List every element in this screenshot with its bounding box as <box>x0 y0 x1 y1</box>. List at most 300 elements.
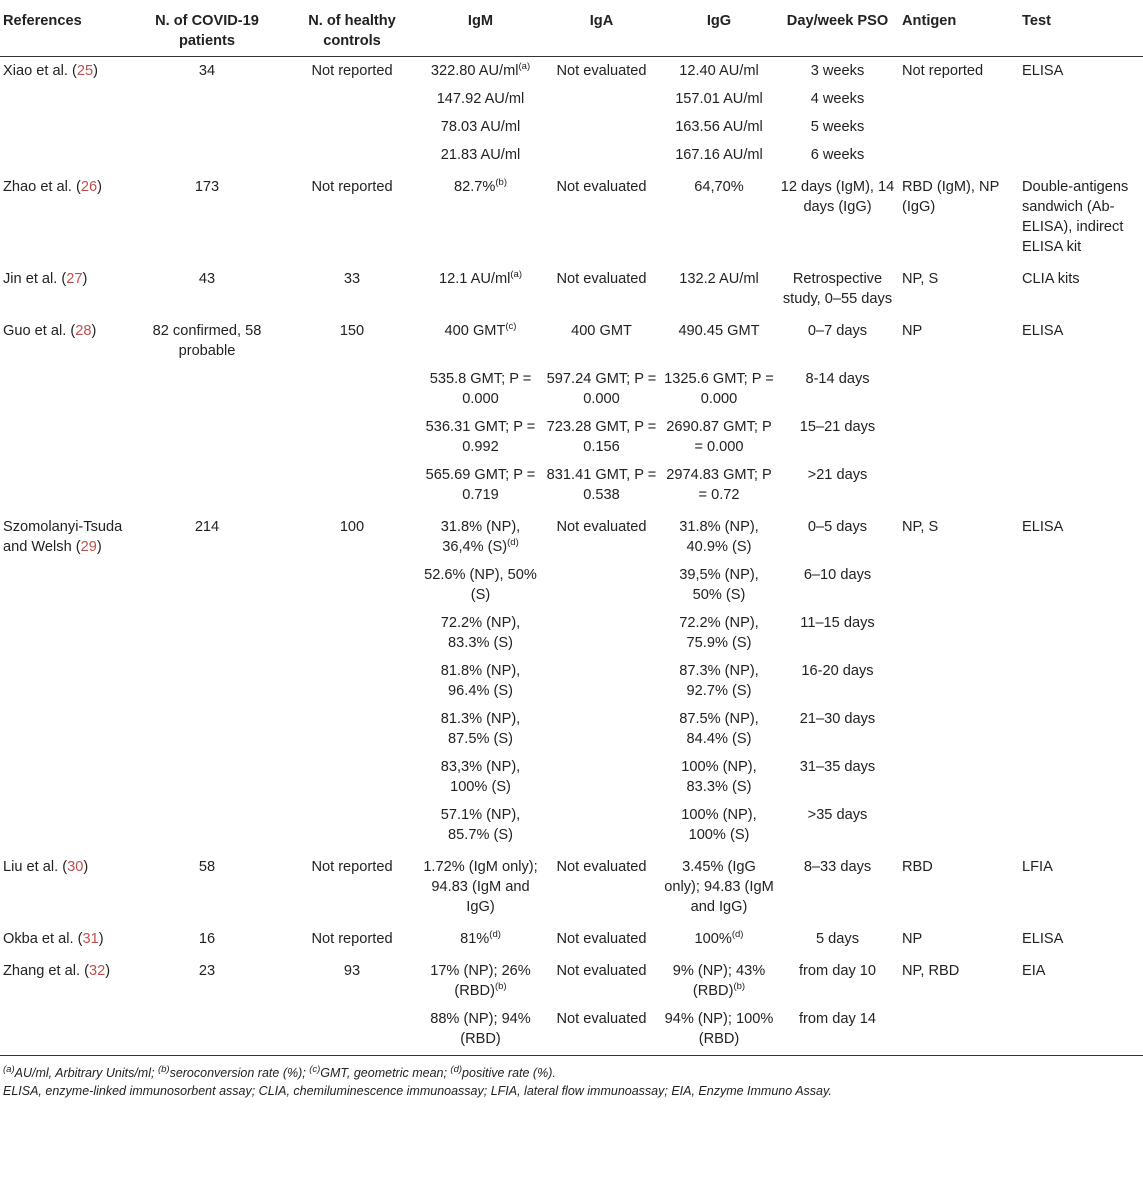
pso-value: 4 weeks <box>810 91 865 107</box>
cell-pso <box>776 141 899 169</box>
cell-test <box>1019 141 1143 169</box>
antigen-value: NP <box>902 931 923 947</box>
cell-igm <box>420 849 541 921</box>
cell-igm <box>420 705 541 753</box>
cell-iga <box>541 753 662 801</box>
cell-test <box>1019 169 1143 261</box>
cell-patients <box>130 953 284 1005</box>
igg-value: 2690.87 GMT; P = 0.000 <box>666 419 772 455</box>
igg-footnote-marker: (d) <box>731 929 744 941</box>
igm-value: 322.80 AU/ml <box>430 63 519 79</box>
cell-pso <box>776 313 899 365</box>
cell-iga <box>541 141 662 169</box>
iga-value: Not evaluated <box>556 1011 647 1027</box>
cell-reference <box>0 413 130 461</box>
patients-value: 23 <box>198 963 216 979</box>
cell-igg <box>662 509 776 561</box>
pso-value: 0–7 days <box>807 323 868 339</box>
cell-patients <box>130 705 284 753</box>
cell-reference <box>0 461 130 509</box>
igm-value: 17% (NP); 26% (RBD) <box>430 963 531 999</box>
igg-value: 490.45 GMT <box>678 323 760 339</box>
cell-pso <box>776 849 899 921</box>
antigen-value: NP, S <box>902 271 939 287</box>
table-row <box>0 657 1143 705</box>
cell-patients <box>130 657 284 705</box>
cell-test <box>1019 365 1143 413</box>
table-body <box>0 57 1143 1056</box>
cell-patients <box>130 261 284 313</box>
cell-antigen <box>899 141 1019 169</box>
cell-igm <box>420 85 541 113</box>
cell-test <box>1019 509 1143 561</box>
igm-value: 78.03 AU/ml <box>440 119 521 135</box>
pso-value: from day 14 <box>798 1011 877 1027</box>
igg-value: 167.16 AU/ml <box>675 147 763 163</box>
igm-value: 21.83 AU/ml <box>440 147 521 163</box>
footnote-b-text: seroconversion rate (%); <box>169 1066 310 1080</box>
cell-patients <box>130 609 284 657</box>
igg-value: 94% (NP); 100% (RBD) <box>664 1011 774 1047</box>
reference-close: ) <box>97 179 102 195</box>
reference-author: Liu et al. ( <box>3 859 68 875</box>
cell-igg <box>662 169 776 261</box>
footnote-d-text: positive rate (%). <box>462 1066 556 1080</box>
table-row <box>0 509 1143 561</box>
reference-number-link[interactable]: 27 <box>66 271 83 287</box>
cell-test <box>1019 705 1143 753</box>
cell-test <box>1019 113 1143 141</box>
cell-igg <box>662 953 776 1005</box>
cell-controls <box>284 85 420 113</box>
cell-controls <box>284 921 420 953</box>
table-row <box>0 461 1143 509</box>
iga-value: Not evaluated <box>556 859 647 875</box>
cell-iga <box>541 169 662 261</box>
cell-reference <box>0 113 130 141</box>
cell-igm <box>420 1005 541 1056</box>
cell-igm <box>420 261 541 313</box>
igm-value: 52.6% (NP), 50% (S) <box>424 567 537 603</box>
cell-controls <box>284 141 420 169</box>
igm-value: 83,3% (NP), 100% (S) <box>440 759 521 795</box>
reference-number-link[interactable]: 30 <box>67 859 84 875</box>
footnote-b-marker: (b) <box>157 1063 170 1075</box>
footnote-abbreviations <box>3 1064 1140 1082</box>
pso-value: 11–15 days <box>800 615 875 631</box>
cell-controls <box>284 801 420 849</box>
cell-igg <box>662 561 776 609</box>
igg-value: 3.45% (IgG only); 94.83 (IgM and IgG) <box>664 859 774 915</box>
cell-pso <box>776 57 899 86</box>
cell-reference <box>0 261 130 313</box>
cell-antigen <box>899 57 1019 86</box>
cell-antigen <box>899 509 1019 561</box>
patients-value: 58 <box>198 859 216 875</box>
igg-value: 39,5% (NP), 50% (S) <box>679 567 759 603</box>
cell-igg <box>662 849 776 921</box>
controls-value: 33 <box>343 271 361 287</box>
reference-author: Zhao et al. ( <box>3 179 81 195</box>
pso-value: 8–33 days <box>803 859 872 875</box>
igm-value: 147.92 AU/ml <box>436 91 525 107</box>
patients-value: 43 <box>198 271 216 287</box>
reference-number-link[interactable]: 25 <box>76 63 94 79</box>
cell-antigen <box>899 85 1019 113</box>
cell-igg <box>662 657 776 705</box>
table-row <box>0 609 1143 657</box>
cell-antigen <box>899 921 1019 953</box>
cell-igm <box>420 141 541 169</box>
cell-controls <box>284 509 420 561</box>
table-row <box>0 85 1143 113</box>
iga-value: 723.28 GMT, P = 0.156 <box>546 419 657 455</box>
cell-igm <box>420 921 541 953</box>
test-value: ELISA <box>1022 519 1064 535</box>
antigen-value: NP <box>902 323 923 339</box>
cell-reference <box>0 801 130 849</box>
igg-value: 64,70% <box>694 179 744 195</box>
pso-value: 15–21 days <box>799 419 876 435</box>
iga-value: Not evaluated <box>556 519 647 535</box>
cell-test <box>1019 313 1143 365</box>
table-row <box>0 313 1143 365</box>
pso-value: 0–5 days <box>807 519 868 535</box>
reference-close: ) <box>82 271 88 287</box>
cell-controls <box>284 261 420 313</box>
cell-reference <box>0 141 130 169</box>
reference-number-link[interactable]: 31 <box>82 931 99 947</box>
igm-value: 82.7% <box>453 179 496 195</box>
cell-reference <box>0 313 130 365</box>
igm-value: 72.2% (NP), 83.3% (S) <box>440 615 521 651</box>
igm-footnote-marker: (a) <box>518 61 531 73</box>
cell-iga <box>541 1005 662 1056</box>
igg-value: 9% (NP); 43% (RBD) <box>672 963 766 999</box>
igg-value: 87.5% (NP), 84.4% (S) <box>679 711 759 747</box>
controls-value: Not reported <box>311 63 393 79</box>
cell-patients <box>130 461 284 509</box>
cell-igg <box>662 609 776 657</box>
cell-antigen <box>899 561 1019 609</box>
cell-reference <box>0 85 130 113</box>
test-value: Double-antigens sandwich (Ab-ELISA), indirect ELISA kit <box>1022 179 1129 255</box>
cell-test <box>1019 261 1143 313</box>
igg-value: 132.2 AU/ml <box>679 271 759 287</box>
cell-pso <box>776 461 899 509</box>
igg-value: 2974.83 GMT; P = 0.72 <box>666 467 772 503</box>
cell-test <box>1019 85 1143 113</box>
footnote-c-text: GMT, geometric mean; <box>320 1066 451 1080</box>
patients-value: 34 <box>198 63 216 79</box>
cell-reference <box>0 561 130 609</box>
cell-igg <box>662 801 776 849</box>
cell-patients <box>130 561 284 609</box>
igm-value: 565.69 GMT; P = 0.719 <box>425 467 536 503</box>
controls-value: 150 <box>339 323 365 339</box>
cell-igg <box>662 413 776 461</box>
cell-test <box>1019 953 1143 1005</box>
cell-controls <box>284 113 420 141</box>
table-row <box>0 413 1143 461</box>
cell-patients <box>130 509 284 561</box>
cell-reference <box>0 169 130 261</box>
header-patients: N. of COVID-19 patients <box>155 13 259 49</box>
cell-antigen <box>899 461 1019 509</box>
pso-value: 3 weeks <box>810 63 865 79</box>
reference-number-link[interactable]: 32 <box>89 963 106 979</box>
cell-patients <box>130 57 284 86</box>
cell-iga <box>541 261 662 313</box>
igm-value: 88% (NP); 94% (RBD) <box>430 1011 531 1047</box>
cell-test <box>1019 801 1143 849</box>
cell-igg <box>662 461 776 509</box>
cell-controls <box>284 657 420 705</box>
antigen-value: RBD (IgM), NP (IgG) <box>902 179 1000 215</box>
controls-value: Not reported <box>311 179 393 195</box>
igm-footnote-marker: (b) <box>495 177 507 189</box>
cell-pso <box>776 365 899 413</box>
cell-reference <box>0 365 130 413</box>
cell-test <box>1019 657 1143 705</box>
igm-value: 1.72% (IgM only); 94.83 (IgM and IgG) <box>423 859 538 915</box>
header-pso: Day/week PSO <box>786 13 889 29</box>
table-row <box>0 261 1143 313</box>
cell-iga <box>541 57 662 86</box>
igm-footnote-marker: (a) <box>510 269 522 281</box>
igm-value: 31.8% (NP), 36,4% (S) <box>440 519 521 555</box>
cell-antigen <box>899 113 1019 141</box>
table-row <box>0 849 1143 921</box>
patients-value: 214 <box>194 519 220 535</box>
table-row <box>0 561 1143 609</box>
igg-value: 163.56 AU/ml <box>675 119 763 135</box>
cell-igm <box>420 365 541 413</box>
cell-pso <box>776 921 899 953</box>
cell-reference <box>0 657 130 705</box>
reference-close: ) <box>93 63 98 79</box>
reference-close: ) <box>98 931 104 947</box>
controls-value: Not reported <box>311 931 393 947</box>
header-iga: IgA <box>589 13 614 29</box>
cell-igm <box>420 313 541 365</box>
cell-pso <box>776 609 899 657</box>
cell-igm <box>420 57 541 86</box>
pso-value: 5 weeks <box>810 119 865 135</box>
igm-value: 400 GMT <box>444 323 506 339</box>
igm-value: 57.1% (NP), 85.7% (S) <box>440 807 521 843</box>
reference-close: ) <box>105 963 111 979</box>
cell-igg <box>662 261 776 313</box>
cell-iga <box>541 921 662 953</box>
test-value: ELISA <box>1022 63 1064 79</box>
patients-value: 82 confirmed, 58 probable <box>152 323 262 359</box>
cell-controls <box>284 849 420 921</box>
igm-footnote-marker: (d) <box>507 537 519 549</box>
cell-test <box>1019 461 1143 509</box>
cell-igg <box>662 113 776 141</box>
cell-antigen <box>899 169 1019 261</box>
reference-author: Guo et al. ( <box>3 323 76 339</box>
reference-number-link[interactable]: 26 <box>80 179 98 195</box>
cell-pso <box>776 413 899 461</box>
pso-value: 21–30 days <box>799 711 876 727</box>
reference-close: ) <box>96 539 102 555</box>
cell-antigen <box>899 261 1019 313</box>
iga-value: Not evaluated <box>556 963 647 979</box>
footnote-d-marker: (d) <box>450 1063 463 1075</box>
cell-igg <box>662 57 776 86</box>
pso-value: 31–35 days <box>799 759 876 775</box>
table-row <box>0 753 1143 801</box>
header-igm: IgM <box>467 13 494 29</box>
cell-test <box>1019 609 1143 657</box>
cell-reference <box>0 753 130 801</box>
cell-controls <box>284 169 420 261</box>
controls-value: 93 <box>343 963 361 979</box>
cell-controls <box>284 953 420 1005</box>
table-row <box>0 113 1143 141</box>
reference-number-link[interactable]: 28 <box>75 323 92 339</box>
cell-iga <box>541 365 662 413</box>
pso-value: >35 days <box>807 807 868 823</box>
pso-value: 8-14 days <box>805 371 870 387</box>
header-row <box>0 0 1143 57</box>
cell-controls <box>284 705 420 753</box>
cell-igg <box>662 85 776 113</box>
cell-reference <box>0 705 130 753</box>
igm-value: 81% <box>460 931 490 947</box>
antigen-value: Not reported <box>902 63 984 79</box>
test-value: ELISA <box>1022 323 1064 339</box>
igm-footnote-marker: (d) <box>489 929 501 941</box>
igg-value: 157.01 AU/ml <box>675 91 763 107</box>
cell-controls <box>284 313 420 365</box>
cell-test <box>1019 561 1143 609</box>
cell-pso <box>776 801 899 849</box>
cell-antigen <box>899 365 1019 413</box>
cell-controls <box>284 413 420 461</box>
reference-author: Okba et al. ( <box>3 931 83 947</box>
cell-iga <box>541 705 662 753</box>
cell-test <box>1019 413 1143 461</box>
table-row <box>0 57 1143 86</box>
table-row <box>0 801 1143 849</box>
igg-value: 31.8% (NP), 40.9% (S) <box>679 519 759 555</box>
footnote-a-text: AU/ml, Arbitrary Units/ml; <box>14 1066 158 1080</box>
iga-value: Not evaluated <box>556 63 647 79</box>
table-row <box>0 953 1143 1005</box>
header-controls: N. of healthy controls <box>308 13 396 49</box>
cell-antigen <box>899 657 1019 705</box>
cell-igg <box>662 313 776 365</box>
igm-value: 535.8 GMT; P = 0.000 <box>429 371 532 407</box>
pso-value: Retrospective study, 0–55 days <box>782 271 893 307</box>
cell-controls <box>284 365 420 413</box>
cell-patients <box>130 413 284 461</box>
reference-author: Zhang et al. ( <box>3 963 89 979</box>
cell-pso <box>776 953 899 1005</box>
igg-footnote-marker: (b) <box>733 981 746 993</box>
cell-iga <box>541 849 662 921</box>
cell-test <box>1019 753 1143 801</box>
cell-controls <box>284 561 420 609</box>
igm-value: 81.3% (NP), 87.5% (S) <box>440 711 521 747</box>
reference-number-link[interactable]: 29 <box>80 539 97 555</box>
cell-reference <box>0 1005 130 1056</box>
cell-test <box>1019 57 1143 86</box>
cell-igg <box>662 365 776 413</box>
pso-value: 6–10 days <box>803 567 872 583</box>
cell-iga <box>541 953 662 1005</box>
pso-value: >21 days <box>807 467 868 483</box>
cell-test <box>1019 849 1143 921</box>
cell-antigen <box>899 413 1019 461</box>
cell-patients <box>130 849 284 921</box>
igg-value: 100% (NP), 100% (S) <box>681 807 757 843</box>
cell-igm <box>420 609 541 657</box>
table-footnotes <box>0 1056 1143 1100</box>
footnote-c-marker: (c) <box>309 1063 321 1075</box>
cell-iga <box>541 801 662 849</box>
patients-value: 173 <box>194 179 220 195</box>
cell-patients <box>130 801 284 849</box>
cell-igm <box>420 657 541 705</box>
cell-igg <box>662 1005 776 1056</box>
cell-antigen <box>899 849 1019 921</box>
cell-controls <box>284 1005 420 1056</box>
cell-patients <box>130 1005 284 1056</box>
cell-antigen <box>899 953 1019 1005</box>
cell-pso <box>776 657 899 705</box>
igm-footnote-marker: (c) <box>505 321 517 333</box>
cell-iga <box>541 113 662 141</box>
table-row <box>0 705 1143 753</box>
igg-value: 100% <box>694 931 732 947</box>
antigen-value: NP, S <box>902 519 939 535</box>
cell-patients <box>130 85 284 113</box>
cell-pso <box>776 113 899 141</box>
cell-reference <box>0 609 130 657</box>
igg-value: 87.3% (NP), 92.7% (S) <box>679 663 759 699</box>
iga-value: Not evaluated <box>556 931 647 947</box>
igg-value: 100% (NP), 83.3% (S) <box>681 759 757 795</box>
cell-iga <box>541 85 662 113</box>
cell-igm <box>420 113 541 141</box>
cell-patients <box>130 921 284 953</box>
iga-value: 597.24 GMT; P = 0.000 <box>546 371 657 407</box>
antigen-value: RBD <box>902 859 933 875</box>
cell-iga <box>541 609 662 657</box>
cell-iga <box>541 461 662 509</box>
cell-test <box>1019 921 1143 953</box>
header-antigen: Antigen <box>902 13 957 29</box>
table-row <box>0 141 1143 169</box>
iga-value: 831.41 GMT, P = 0.538 <box>546 467 657 503</box>
cell-iga <box>541 413 662 461</box>
pso-value: 6 weeks <box>810 147 865 163</box>
cell-igg <box>662 705 776 753</box>
cell-igg <box>662 753 776 801</box>
footnote-tests: ELISA, enzyme-linked immunosorbent assay; CLIA, chemiluminescence immunoassay; LFIA, lateral flow immunoassay; EIA, Enzyme Immuno Assay. <box>3 1084 832 1098</box>
igg-value: 72.2% (NP), 75.9% (S) <box>679 615 759 651</box>
cell-patients <box>130 365 284 413</box>
cell-igm <box>420 461 541 509</box>
cell-controls <box>284 753 420 801</box>
cell-patients <box>130 753 284 801</box>
reference-close: ) <box>83 859 89 875</box>
cell-pso <box>776 261 899 313</box>
